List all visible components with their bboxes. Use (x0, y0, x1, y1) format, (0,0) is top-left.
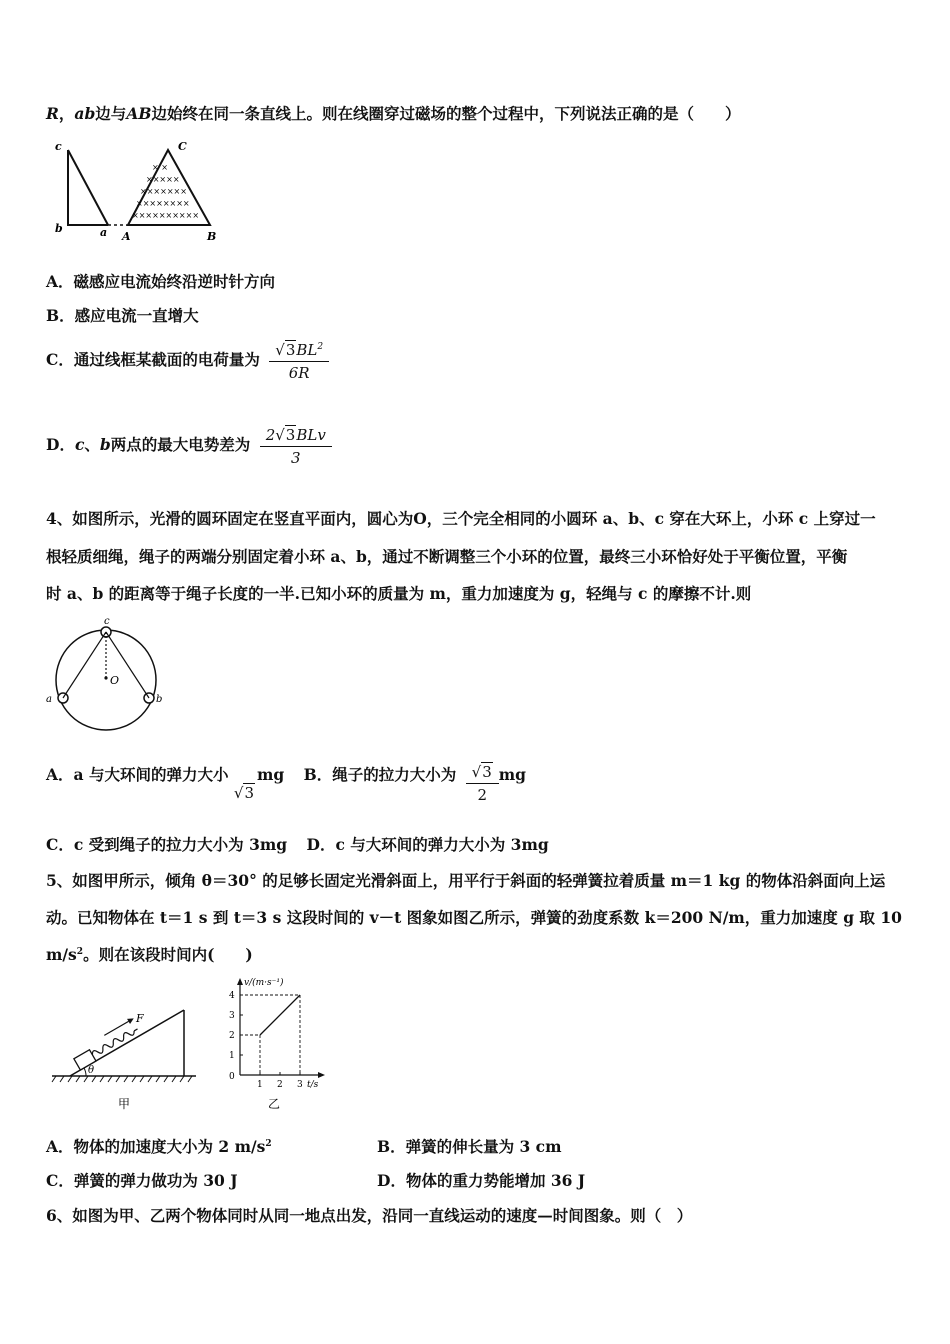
svg-text:×××××××: ××××××× (140, 187, 187, 196)
x-axis-label: t/s (307, 1080, 319, 1090)
d-den: 3 (290, 449, 301, 467)
q4-b-den: 2 (477, 786, 487, 804)
y-tick-label: 3 (229, 1011, 235, 1021)
q4-a-radicand: 3 (244, 784, 254, 802)
label-theta: θ (88, 1065, 95, 1076)
d-c: c (74, 435, 85, 454)
origin-label: 0 (229, 1072, 235, 1082)
q3-option-d (46, 425, 332, 467)
y-axis-label: v/(m·s⁻¹) (244, 978, 284, 988)
svg-text:×××××: ××××× (146, 175, 180, 184)
d-sep: 、 (84, 435, 100, 454)
q4-option-d: D．c 与大环间的弹力大小为 3mg (306, 835, 549, 854)
var-AB: AB (126, 104, 152, 123)
q4-line-1: 4、如图所示，光滑的圆环固定在竖直平面内，圆心为O，三个完全相同的小圆环 a、b、c 穿在大环上，小环 c 上穿过一 (46, 509, 876, 528)
svg-text:× ×: × × (152, 163, 168, 172)
c-num-rest: BL (296, 341, 318, 359)
q3-option-c-fraction: $\frac{√3BL^2}{6R}$ (269, 340, 329, 382)
q4-option-b-text: B．绳子的拉力大小为 (303, 765, 457, 784)
q5-option-a-sup: 2 (265, 1138, 272, 1149)
c-den: 6R (288, 364, 310, 382)
q5-option-a-text: A．物体的加速度大小为 2 m/s (46, 1137, 266, 1156)
y-tick-label: 2 (229, 1031, 235, 1041)
q5-option-d: D．物体的重力势能增加 36 J (377, 1171, 586, 1190)
caption-yi: 乙 (268, 1097, 281, 1111)
d-b: b (99, 435, 111, 454)
q4-b-unit: mg (498, 765, 527, 784)
q3-figure (50, 138, 230, 246)
label-O: O (110, 674, 120, 687)
q5-option-c: C．弹簧的弹力做功为 30 J (46, 1171, 238, 1190)
q3-option-c (46, 340, 329, 382)
q6-line-1: 6、如图为甲、乙两个物体同时从同一地点出发，沿同一直线运动的速度—时间图象。则（ ） (46, 1206, 693, 1225)
x-tick-label: 2 (277, 1080, 283, 1090)
q4-options-cd (46, 833, 549, 855)
q4-figure (44, 618, 174, 744)
q5-figure-yi-chart (222, 975, 332, 1115)
q4-option-b-fraction: $\frac{√3}{2}$ (466, 762, 499, 804)
q5-line-2: 动。已知物体在 t＝1 s 到 t＝3 s 这段时间的 v－t 图象如图乙所示，弹簧的劲度系数 k＝200 N/m，重力加速度 g 取 10 (46, 908, 902, 927)
series-line (260, 995, 300, 1035)
q3-option-c-text: C．通过线框某截面的电荷量为 (46, 350, 260, 369)
d-text: 两点的最大电势差为 (110, 435, 251, 454)
label-b: b (55, 222, 63, 235)
q4-a-unit: mg (256, 765, 285, 784)
q4-option-a-text: A．a 与大环间的弹力大小 (46, 765, 229, 784)
q3-option-a: A．磁感应电流始终沿逆时针方向 (46, 272, 276, 291)
label-a: a (100, 226, 108, 239)
q3-stem: R，ab边与AB边始终在同一条直线上。则在线圈穿过磁场的整个过程中，下列说法正确的是（ ） (46, 104, 741, 123)
stem-mid: 边与 (95, 104, 127, 123)
var-r: R (46, 104, 59, 123)
y-tick-label: 4 (229, 991, 235, 1001)
stem-rest: 边始终在同一条直线上。则在线圈穿过磁场的整个过程中，下列说法正确的是（ ） (151, 104, 741, 123)
d-prefix: D． (46, 435, 75, 454)
q3-option-b: B．感应电流一直增大 (46, 306, 199, 325)
label-C: C (178, 140, 187, 153)
q5-option-b: B．弹簧的伸长量为 3 cm (377, 1137, 562, 1156)
q5-line-3-rest: 。则在该段时间内( ) (83, 945, 253, 964)
label-c: c (104, 618, 110, 627)
q5-line-3 (46, 943, 253, 965)
q4-line-2: 根轻质细绳，绳子的两端分别固定着小环 a、b，通过不断调整三个小环的位置，最终三小环恰好处于平衡位置，平衡 (46, 547, 848, 566)
d-radicand: 3 (285, 426, 296, 444)
q3-option-d-fraction: $\frac{\text{2√3BLv}}{3}$ (260, 425, 332, 467)
q4-options-ab: A．a 与大环间的弹力大小 √3mg B．绳子的拉力大小为 $\frac{√3}{2}$ mg (46, 763, 527, 804)
q4-b-radicand: 3 (482, 763, 492, 781)
caption-jia: 甲 (118, 1097, 131, 1111)
q5-unit: m/s (46, 945, 77, 964)
x-tick-label: 3 (297, 1080, 303, 1090)
q5-option-a (46, 1135, 272, 1157)
q5-line-1: 5、如图甲所示，倾角 θ＝30° 的足够长固定光滑斜面上，用平行于斜面的轻弹簧拉着质量 m＝1 kg 的物体沿斜面向上运 (46, 871, 886, 890)
d-num-rest: BLv (296, 426, 326, 444)
label-F: F (136, 1012, 144, 1025)
label-B: B (207, 230, 217, 243)
q5-figure-jia (50, 1000, 200, 1115)
d-coef: 2 (265, 426, 276, 444)
var-ab: ab (74, 104, 96, 123)
q5-unit-sup: 2 (76, 946, 84, 957)
x-tick-label: 1 (257, 1080, 263, 1090)
svg-text:××××××××××: ×××××××××× (132, 211, 200, 220)
q4-line-3: 时 a、b 的距离等于绳子长度的一半.已知小环的质量为 m，重力加速度为 g，轻绳与 c 的摩擦不计.则 (46, 584, 752, 603)
c-num-sup: 2 (317, 342, 324, 352)
label-A: A (122, 230, 131, 243)
svg-text:××××××××: ×××××××× (136, 199, 190, 208)
y-tick-label: 1 (229, 1051, 235, 1061)
q4-option-c: C．c 受到绳子的拉力大小为 3mg (46, 835, 288, 854)
label-a: a (46, 694, 52, 705)
label-b: b (156, 694, 163, 705)
label-c: c (55, 140, 62, 153)
c-radicand: 3 (285, 341, 296, 359)
